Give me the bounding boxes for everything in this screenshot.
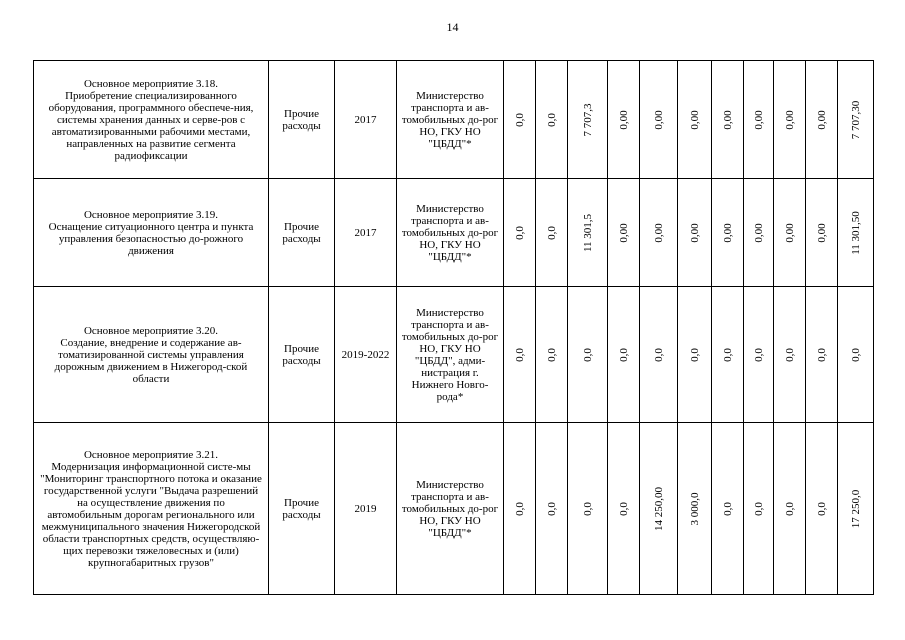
table-row — [34, 423, 874, 595]
amount-value: 0,0 — [513, 112, 526, 127]
amount-cell — [504, 61, 536, 179]
amount-value: 0,0 — [513, 347, 526, 362]
amount-value: 14 250,00 — [652, 486, 665, 531]
amount-value: 7 707,30 — [849, 100, 862, 139]
amount-value: 0,00 — [617, 109, 630, 130]
amount-value: 0,0 — [545, 347, 558, 362]
amount-value: 0,0 — [815, 347, 828, 362]
amount-value: 11 301,50 — [849, 210, 862, 255]
amount-value: 0,00 — [752, 109, 765, 130]
executor-cell-text: Министерство транспорта и ав-томобильных до-рог НО, ГКУ НО "ЦБДД", адми-нистрация г. Нижнего Новго-рода* — [401, 306, 499, 403]
amount-cell — [744, 179, 774, 287]
amount-cell — [640, 287, 678, 423]
expense-category-cell — [269, 287, 335, 423]
amount-value: 0,0 — [545, 501, 558, 516]
measure-name-cell — [34, 287, 269, 423]
amount-value: 0,00 — [815, 222, 828, 243]
executor-cell-text: Министерство транспорта и ав-томобильных до-рог НО, ГКУ НО "ЦБДД"* — [401, 89, 499, 150]
executor-cell — [397, 287, 504, 423]
amount-value: 0,0 — [783, 347, 796, 362]
amount-cell — [640, 423, 678, 595]
amount-cell — [774, 179, 806, 287]
amount-cell — [806, 287, 838, 423]
expense-category-cell-text: Прочие расходы — [282, 342, 321, 367]
table-row — [34, 179, 874, 287]
amount-value: 0,0 — [513, 225, 526, 240]
amount-value: 0,00 — [688, 109, 701, 130]
amount-value: 0,0 — [783, 501, 796, 516]
amount-cell — [712, 61, 744, 179]
executor-cell-text: Министерство транспорта и ав-томобильных до-рог НО, ГКУ НО "ЦБДД"* — [401, 202, 499, 263]
amount-value: 0,0 — [545, 225, 558, 240]
amount-cell — [744, 287, 774, 423]
amount-cell — [744, 61, 774, 179]
period-cell — [335, 61, 397, 179]
page-number: 14 — [446, 20, 459, 34]
amount-value: 0,0 — [721, 347, 734, 362]
amount-value: 0,0 — [545, 112, 558, 127]
amount-value: 0,00 — [617, 222, 630, 243]
amount-value: 0,0 — [652, 347, 665, 362]
amount-value: 0,0 — [581, 501, 594, 516]
amount-value: 0,0 — [721, 501, 734, 516]
measure-name-cell-text: Основное мероприятие 3.21. Модернизация информационной систе-мы "Мониторинг транспортного потока и оказание государственной услуги "Выдача разрешений на осуществление движения по автомобильным дорогам регионального или межмуниципального значения Нижегородской области транспортных средств, осуществляю-щих перевозки тяжеловесных и (или) крупногабаритных грузов" — [40, 448, 262, 569]
expense-category-cell — [269, 423, 335, 595]
amount-cell — [806, 423, 838, 595]
amount-cell — [678, 287, 712, 423]
amount-cell — [806, 179, 838, 287]
amount-value: 0,0 — [617, 501, 630, 516]
amount-cell — [744, 423, 774, 595]
amount-cell — [678, 61, 712, 179]
amount-cell — [838, 423, 874, 595]
amount-cell — [774, 287, 806, 423]
executor-cell-text: Министерство транспорта и ав-томобильных до-рог НО, ГКУ НО "ЦБДД"* — [401, 478, 499, 539]
amount-value: 7 707,3 — [581, 103, 594, 136]
executor-cell — [397, 179, 504, 287]
amount-cell — [568, 287, 608, 423]
executor-cell — [397, 61, 504, 179]
amount-cell — [504, 423, 536, 595]
amount-cell — [774, 61, 806, 179]
table-row — [34, 287, 874, 423]
amount-cell — [712, 179, 744, 287]
amount-cell — [640, 179, 678, 287]
period-cell-text: 2017 — [354, 113, 377, 126]
amount-value: 11 301,5 — [581, 213, 594, 252]
amount-cell — [608, 423, 640, 595]
amount-value: 0,0 — [849, 347, 862, 362]
amount-cell — [504, 287, 536, 423]
amount-value: 0,00 — [652, 222, 665, 243]
amount-value: 0,0 — [752, 347, 765, 362]
measure-name-cell — [34, 179, 269, 287]
amount-value: 0,00 — [688, 222, 701, 243]
expense-category-cell — [269, 179, 335, 287]
amount-cell — [608, 179, 640, 287]
amount-cell — [712, 423, 744, 595]
amount-cell — [536, 423, 568, 595]
amount-value: 0,00 — [721, 109, 734, 130]
amount-cell — [608, 61, 640, 179]
amount-cell — [678, 179, 712, 287]
amount-cell — [504, 179, 536, 287]
amount-cell — [536, 61, 568, 179]
table-row — [34, 61, 874, 179]
period-cell-text: 2019 — [354, 502, 377, 515]
executor-cell — [397, 423, 504, 595]
expense-category-cell-text: Прочие расходы — [282, 220, 321, 245]
amount-cell — [608, 287, 640, 423]
period-cell-text: 2019-2022 — [341, 348, 390, 361]
period-cell — [335, 287, 397, 423]
expense-category-cell-text: Прочие расходы — [282, 496, 321, 521]
amount-cell — [536, 287, 568, 423]
measure-name-cell-text: Основное мероприятие 3.20. Создание, внедрение и содержание ав-томатизированной системы управления дорожным движением в Нижегород-ской области — [54, 324, 248, 385]
amount-cell — [536, 179, 568, 287]
expense-category-cell — [269, 61, 335, 179]
measure-name-cell — [34, 423, 269, 595]
amount-cell — [640, 61, 678, 179]
amount-value: 0,00 — [815, 109, 828, 130]
amount-value: 0,0 — [581, 347, 594, 362]
amount-cell — [838, 287, 874, 423]
measure-name-cell — [34, 61, 269, 179]
amount-value: 0,0 — [513, 501, 526, 516]
amount-cell — [774, 423, 806, 595]
amount-value: 0,0 — [752, 501, 765, 516]
amount-cell — [806, 61, 838, 179]
amount-value: 0,00 — [783, 222, 796, 243]
amount-cell — [712, 287, 744, 423]
amount-value: 0,00 — [721, 222, 734, 243]
amount-cell — [678, 423, 712, 595]
measure-name-cell-text: Основное мероприятие 3.19. Оснащение ситуационного центра и пункта управления безопасностью до-рожного движения — [48, 208, 254, 257]
amount-value: 3 000,0 — [688, 492, 701, 525]
amount-cell — [838, 179, 874, 287]
amount-value: 0,0 — [617, 347, 630, 362]
amount-value: 0,00 — [783, 109, 796, 130]
amount-cell — [838, 61, 874, 179]
amount-value: 0,0 — [815, 501, 828, 516]
amount-value: 0,00 — [752, 222, 765, 243]
budget-table — [33, 60, 874, 595]
measure-name-cell-text: Основное мероприятие 3.18. Приобретение специализированного оборудования, программного обеспече-ния, системы хранения данных и серве-ров с автоматизированными рабочими местами, направленных на развитие сегмента радиофиксации — [48, 77, 254, 162]
amount-value: 0,0 — [688, 347, 701, 362]
amount-value: 17 250,0 — [849, 489, 862, 528]
amount-cell — [568, 179, 608, 287]
period-cell — [335, 423, 397, 595]
period-cell-text: 2017 — [354, 226, 377, 239]
expense-category-cell-text: Прочие расходы — [282, 107, 321, 132]
period-cell — [335, 179, 397, 287]
amount-cell — [568, 423, 608, 595]
amount-value: 0,00 — [652, 109, 665, 130]
amount-cell — [568, 61, 608, 179]
